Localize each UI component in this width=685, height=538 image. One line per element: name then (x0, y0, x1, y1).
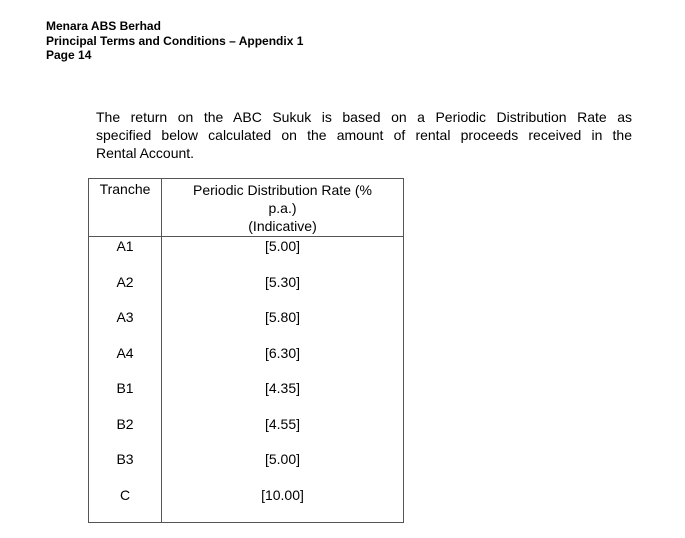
rate-cell: [4.55] (162, 415, 404, 451)
table-row (89, 308, 404, 344)
intro-line: The return on the ABC Sukuk is based on a Periodic Distribution Rate as (96, 109, 632, 125)
tranche-cell: C (89, 486, 162, 523)
rate-cell: [5.80] (162, 308, 404, 344)
rate-cell: [5.00] (162, 450, 404, 486)
document-header (46, 19, 303, 63)
table-row (89, 237, 404, 273)
tranche-cell: A4 (89, 344, 162, 380)
intro-line: Rental Account. (96, 145, 195, 161)
rate-cell: [5.30] (162, 273, 404, 309)
intro-paragraph (96, 108, 632, 162)
table-row (89, 379, 404, 415)
tranche-cell: A3 (89, 308, 162, 344)
rate-cell: [10.00] (162, 486, 404, 523)
page-number: Page 14 (46, 48, 92, 62)
tranche-column-header: Tranche (89, 179, 162, 237)
rate-cell: [5.00] (162, 237, 404, 273)
tranche-cell: B1 (89, 379, 162, 415)
document-title: Principal Terms and Conditions – Appendix 1 (46, 33, 304, 48)
tranche-cell: A1 (89, 237, 162, 273)
intro-line: specified below calculated on the amount of rental proceeds received in the (96, 127, 632, 143)
rate-column-header (162, 179, 404, 237)
rate-header-line: Periodic Distribution Rate (% (193, 182, 372, 198)
rate-header-line: p.a.) (268, 200, 297, 216)
rate-header-line: (Indicative) (248, 218, 317, 234)
rate-cell: [4.35] (162, 379, 404, 415)
company-name: Menara ABS Berhad (46, 19, 161, 33)
table-row (89, 273, 404, 309)
table-row (89, 450, 404, 486)
rate-cell: [6.30] (162, 344, 404, 380)
table-header-row (89, 179, 404, 237)
table-row (89, 486, 404, 523)
table-row (89, 415, 404, 451)
tranche-cell: B3 (89, 450, 162, 486)
table-row (89, 344, 404, 380)
tranche-cell: B2 (89, 415, 162, 451)
tranche-cell: A2 (89, 273, 162, 309)
distribution-rate-table (88, 178, 404, 523)
